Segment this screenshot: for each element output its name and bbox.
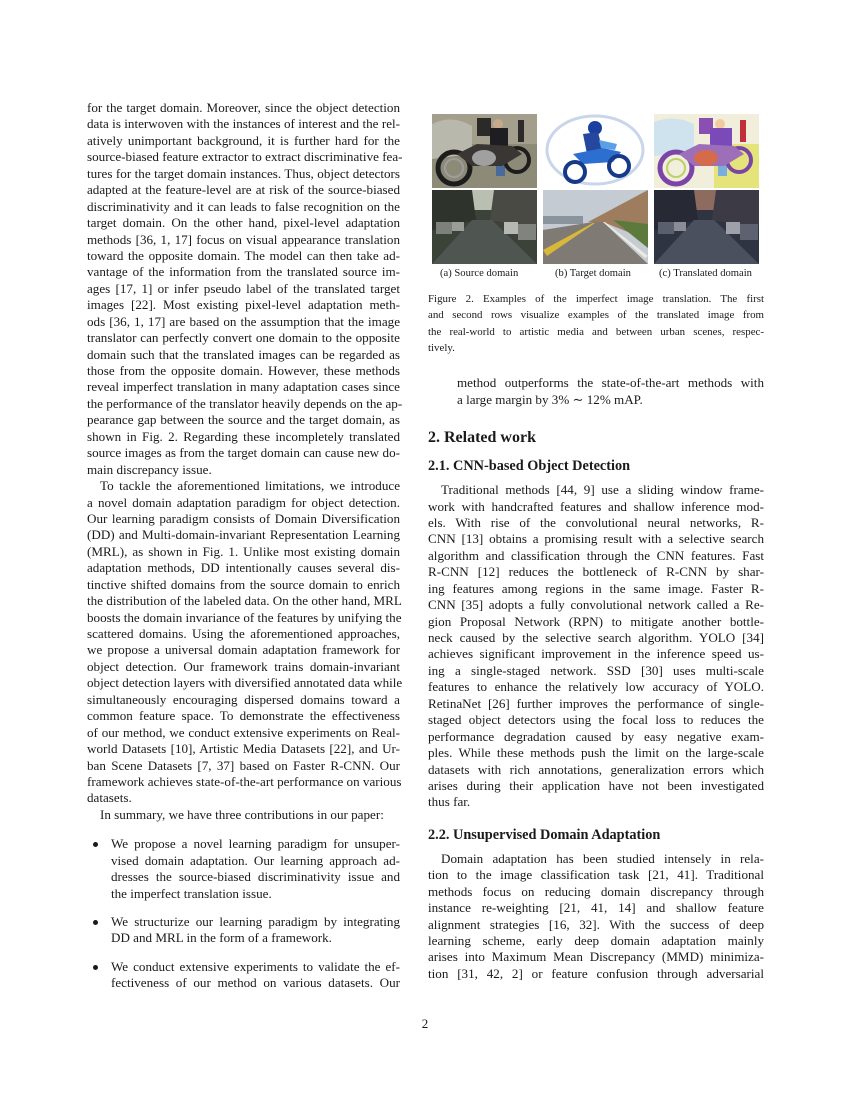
text-line: shown in Fig. 2. Regarding these incompletely translated (87, 428, 400, 444)
text-line: for the target domain. Moreover, since the object detection (87, 100, 400, 115)
figure-image-target-clipart (543, 114, 648, 188)
text-line: datasets with rich annotations, generalization errors which (428, 761, 764, 777)
intro-paragraph-2 (87, 478, 403, 807)
text-line: We structurize our learning paradigm by integrating (111, 914, 400, 929)
text-line: datasets. (87, 790, 132, 806)
text-line: tion to the image classification task [21, 41]. Traditional (428, 867, 764, 883)
left-column (87, 100, 403, 1004)
text-line: boosts the domain invariance of the features by unifying the (87, 609, 402, 625)
text-line: (DD) and Multi-domain-invariant Representation Learning (87, 527, 400, 543)
text-line: (MRL), as shown in Fig. 1. Unlike most existing domain (87, 543, 400, 559)
subsection-heading: 2.1. CNN-based Object Detection (428, 458, 631, 475)
text-line: methods [36, 1, 17] focus on visual appearance translation (87, 231, 400, 247)
right-column (428, 100, 764, 982)
text-line: learning scheme, early deep domain adaptation mainly (428, 933, 764, 948)
text-line: those from the opposite domain. However, these methods (87, 363, 400, 378)
intro-paragraph-1 (87, 100, 403, 478)
text-line: pearance gap between the source and the target domain, as (87, 412, 400, 428)
text-line: instance re-weighting [21, 41, 14] and shallow feature (428, 900, 764, 916)
figure-image-source-motorcycle (432, 114, 537, 188)
text-line: vantage of the information from the translated source im- (87, 264, 400, 280)
text-line: algorithm and classification through the CNN features. Fast (428, 547, 764, 563)
figure-image-translated-street (654, 190, 759, 264)
list-item (87, 959, 400, 992)
text-line: tively. (428, 341, 455, 354)
text-line: Our learning paradigm consists of Domain Diversification (87, 510, 400, 526)
text-line: of our method, we conduct extensive experiments on Real- (87, 724, 400, 740)
sub-caption-c: (c) Translated domain (659, 268, 752, 279)
subsection-2-paragraph (428, 851, 764, 983)
text-line: method outperforms the state-of-the-art methods with (457, 375, 764, 391)
figure-2-caption (428, 291, 764, 356)
text-line: achieves significant improvement in the inference speed us- (428, 646, 764, 662)
figure-2 (428, 100, 764, 279)
text-line: To tackle the aforementioned limitations, we introduce (100, 478, 400, 494)
list-item (87, 836, 400, 902)
text-line: vised domain adaptation. Our learning approach ad- (111, 852, 400, 868)
text-line: ples. While these methods push the limit on the large-scale (428, 745, 764, 761)
section-heading: 2. Related work (428, 429, 536, 447)
text-line: dresses the source-biased discriminativity issue and (111, 869, 400, 885)
figure-image-grid (432, 114, 758, 264)
text-line: the imperfect translation issue. (111, 885, 272, 901)
text-line: main discrepancy issue. (87, 461, 212, 477)
text-line: CNN [13] obtains a promising result with a selective search (428, 531, 764, 547)
text-line: DD and MRL in the form of a framework. (111, 930, 332, 946)
text-line: ban Scene Datasets [7, 37] based on Faster R-CNN. Our (87, 757, 400, 773)
text-line: performance degradation caused by easy negative exam- (428, 728, 764, 744)
text-line: fectiveness of our method on various datasets. Our (111, 975, 400, 991)
text-line: Figure 2. Examples of the imperfect image translation. The first (428, 293, 764, 305)
text-line: arises during their application have not been investigated (428, 777, 764, 793)
text-line: tion [31, 42, 2] or feature confusion through adversarial (428, 965, 764, 981)
text-line: neck caused by the selective search algorithm. YOLO [34] (428, 630, 764, 645)
subsection-1-paragraph (428, 482, 764, 811)
text-line: alignment strategies [16, 32]. With the success of deep (428, 916, 764, 932)
text-line: toward the opposite domain. The model can then take ad- (87, 247, 400, 263)
figure-image-translated-artistic (654, 114, 759, 188)
text-line: framework achieves state-of-the-art performance on various (87, 773, 402, 789)
page-number: 2 (421, 1016, 429, 1031)
text-line: the real-world to artistic media and between urban scenes, respec- (428, 325, 764, 338)
text-line: translator can perfectly convert one domain to the opposite (87, 330, 400, 346)
text-line: domain such that the translated images can be regarded as (87, 346, 400, 362)
text-line: we propose a universal domain adaptation framework for (87, 642, 400, 658)
text-line: We propose a novel learning paradigm for unsuper- (111, 836, 400, 852)
text-line: methods focus on reducing domain discrepancy through (428, 883, 764, 899)
sub-caption-b: (b) Target domain (555, 268, 631, 279)
text-line: a novel domain adaptation paradigm for object detection. (87, 494, 400, 510)
text-line: world Datasets [10], Artistic Media Datasets [22], and Ur- (87, 741, 400, 757)
text-line: gion Proposal Network (RPN) to mitigate another bottle- (428, 613, 764, 629)
text-line: ing a single-staged network. SSD [30] uses multi-scale (428, 662, 764, 678)
sub-caption-a: (a) Source domain (440, 268, 519, 279)
text-line: els. With rise of the convolutional neural networks, R- (428, 514, 764, 530)
figure-image-target-road (543, 190, 648, 264)
bullet-icon (93, 965, 98, 970)
text-line: thus far. (428, 794, 471, 810)
text-line: scattered domains. Using the aforementioned approaches, (87, 626, 400, 641)
text-line: discriminativity and it can leads to false recognition on the (87, 198, 400, 214)
text-line: Domain adaptation has been studied intensely in rela- (441, 850, 764, 866)
text-line: atively unimportant background, it is further hard for the (87, 132, 400, 148)
text-line: ing features among regions in the same image. Faster R- (428, 580, 764, 596)
text-line: R-CNN [12] reduces the bottleneck of R-CNN by shar- (428, 564, 764, 580)
text-line: a large margin by 3% ∼ 12% mAP. (457, 391, 643, 407)
text-line: tures for the target domain instances. Thus, object detectors (87, 165, 400, 181)
subsection-heading: 2.2. Unsupervised Domain Adaptation (428, 826, 661, 843)
text-line: tinctive shifted domains from the source domain to enrich (87, 576, 400, 592)
text-line: and second rows visualize examples of the translated image from (428, 309, 764, 322)
text-line: the performance of the translator heavily depends on the ap- (87, 395, 403, 411)
text-line: simultaneously encouraging dispersed domains toward a (87, 691, 400, 707)
text-line: common feature space. To demonstrate the effectiveness (87, 708, 400, 724)
bullet-icon (93, 920, 98, 925)
text-line: adaptation methods, DD intentionally causes several dis- (87, 560, 400, 576)
text-line: staged object detectors using the focal loss to reduces the (428, 712, 764, 728)
contribution-bullet-continuation (428, 375, 764, 408)
list-item (87, 914, 400, 947)
text-line: We conduct extensive experiments to validate the ef- (111, 958, 400, 974)
text-line: object detection layers with diversified annotated data while (87, 675, 403, 691)
text-line: Traditional methods [44, 9] use a sliding window frame- (441, 482, 764, 498)
text-line: images [22]. Most existing pixel-level adaptation meth- (87, 297, 400, 313)
text-line: CNN [35] adopts a fully convolutional network called a Re- (428, 597, 764, 613)
text-line: arises into Maximum Mean Discrepancy (MMD) minimiza- (428, 949, 764, 965)
text-line: data is interwoven with the instances of interest and the rel- (87, 116, 400, 132)
text-line: reveal imperfect translation in many adaptation cases since (87, 379, 400, 395)
text-line: source images as from the target domain can cause new do- (87, 445, 400, 461)
intro-paragraph-3 (87, 807, 400, 823)
text-line: features to enhance the relatively low accuracy of YOLO. (428, 679, 764, 695)
text-line: target domain. On the other hand, pixel-level adaptation (87, 215, 400, 231)
text-line: adapted at the feature-level are at risk of the source-biased (87, 182, 400, 198)
text-line: the distribution of the labeled data. On the other hand, MRL (87, 593, 402, 609)
text-line: ods [36, 1, 17] are based on the assumption that the image (87, 313, 400, 329)
bullet-icon (93, 842, 98, 847)
text-line: ages [17, 1] or infer pseudo label of the translated target (87, 280, 400, 296)
text-line: work with handcrafted features and shallow inference mod- (428, 498, 764, 514)
text-line: RetinaNet [26] further improves the performance of single- (428, 695, 764, 711)
text-line: In summary, we have three contributions in our paper: (100, 806, 384, 822)
text-line: object detection. Our framework trains domain-invariant (87, 658, 400, 674)
figure-image-source-street (432, 190, 537, 264)
text-line: source-biased feature extractor to extract discriminative fea- (87, 149, 403, 165)
contributions-list (87, 836, 400, 992)
